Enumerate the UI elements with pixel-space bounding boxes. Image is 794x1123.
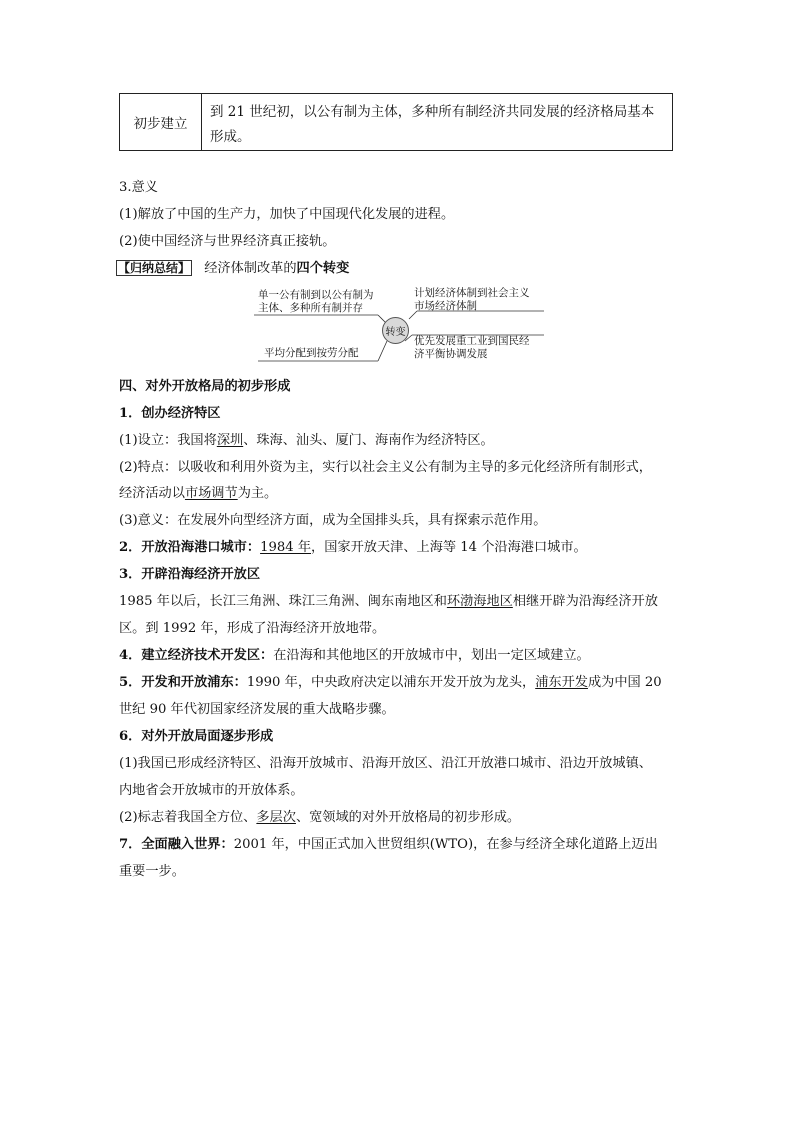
para-2-line-1: (2)特点：以吸收和利用外资为主，实行以社会主义公有制为主导的多元化经济所有制形式， [119,460,652,475]
section-title: 四、对外开放格局的初步形成 [119,379,291,394]
table-content-cell: 到 21 世纪初，以公有制为主体，多种所有制经济共同发展的经济格局基本形成。 [210,104,655,145]
significance-item-1: (1)解放了中国的生产力，加快了中国现代化发展的进程。 [119,207,455,222]
significance-heading: 3.意义 [119,180,158,195]
para-1: (1)设立：我国将深圳、珠海、汕头、厦门、海南作为经济特区。 [119,433,494,448]
heading-6: 6．对外开放局面逐步形成 [119,729,274,744]
heading-3: 3．开辟沿海经济开放区 [119,567,261,582]
summary-tag: 【归纳总结】 [118,261,191,275]
para-4-line-1: 1985 年以后，长江三角洲、珠江三角洲、闽东南地区和环渤海地区相继开辟为沿海经济开放 [119,594,658,609]
diagram-bottom-right: 优先发展重工业到国民经 济平衡协调发展 [414,335,530,360]
diagram-bottom-left: 平均分配到按劳分配 [264,347,359,359]
heading-5: 5．开发和开放浦东：1990 年，中央政府决定以浦东开发开放为龙头，浦东开发成为中国 20 [119,675,662,690]
diagram-top-left: 单一公有制到以公有制为 主体、多种所有制并存 [258,289,374,314]
four-transitions-diagram [254,283,544,365]
table-label-cell: 初步建立 [120,94,202,150]
significance-item-2: (2)使中国经济与世界经济真正接轨。 [119,234,336,249]
para-4-line-2: 区。到 1992 年，形成了沿海经济开放地带。 [119,621,386,636]
diagram-top-right: 计划经济体制到社会主义 市场经济体制 [414,287,530,312]
summary-line [116,257,349,276]
heading-4: 4．建立经济技术开发区：在沿海和其他地区的开放城市中，划出一定区域建立。 [119,648,590,663]
heading-7-line-2: 重要一步。 [119,864,185,879]
diagram-center-node: 转变 [382,317,409,344]
summary-prefix: 经济体制改革的 [204,261,297,276]
heading-7: 7．全面融入世界：2001 年，中国正式加入世贸组织(WTO)，在参与经济全球化道路上迈出 [119,837,658,852]
heading-1: 1．创办经济特区 [119,406,221,421]
para-3: (3)意义：在发展外向型经济方面，成为全国排头兵，具有探索示范作用。 [119,513,547,528]
para-6-line-2: 内地省会开放城市的开放体系。 [119,783,304,798]
para-6-line-1: (1)我国已形成经济特区、沿海开放城市、沿海开放区、沿江开放港口城市、沿边开放城镇、 [119,756,652,771]
heading-5-line-2: 世纪 90 年代初国家经济发展的重大战略步骤。 [119,702,395,717]
summary-emphasis: 四个转变 [296,261,350,276]
para-2-line-2: 经济活动以市场调节为主。 [119,486,278,501]
para-7: (2)标志着我国全方位、多层次、宽领域的对外开放格局的初步形成。 [119,810,521,825]
system-table [119,93,673,151]
heading-2: 2．开放沿海港口城市：1984 年，国家开放天津、上海等 14 个沿海港口城市。 [119,540,587,555]
